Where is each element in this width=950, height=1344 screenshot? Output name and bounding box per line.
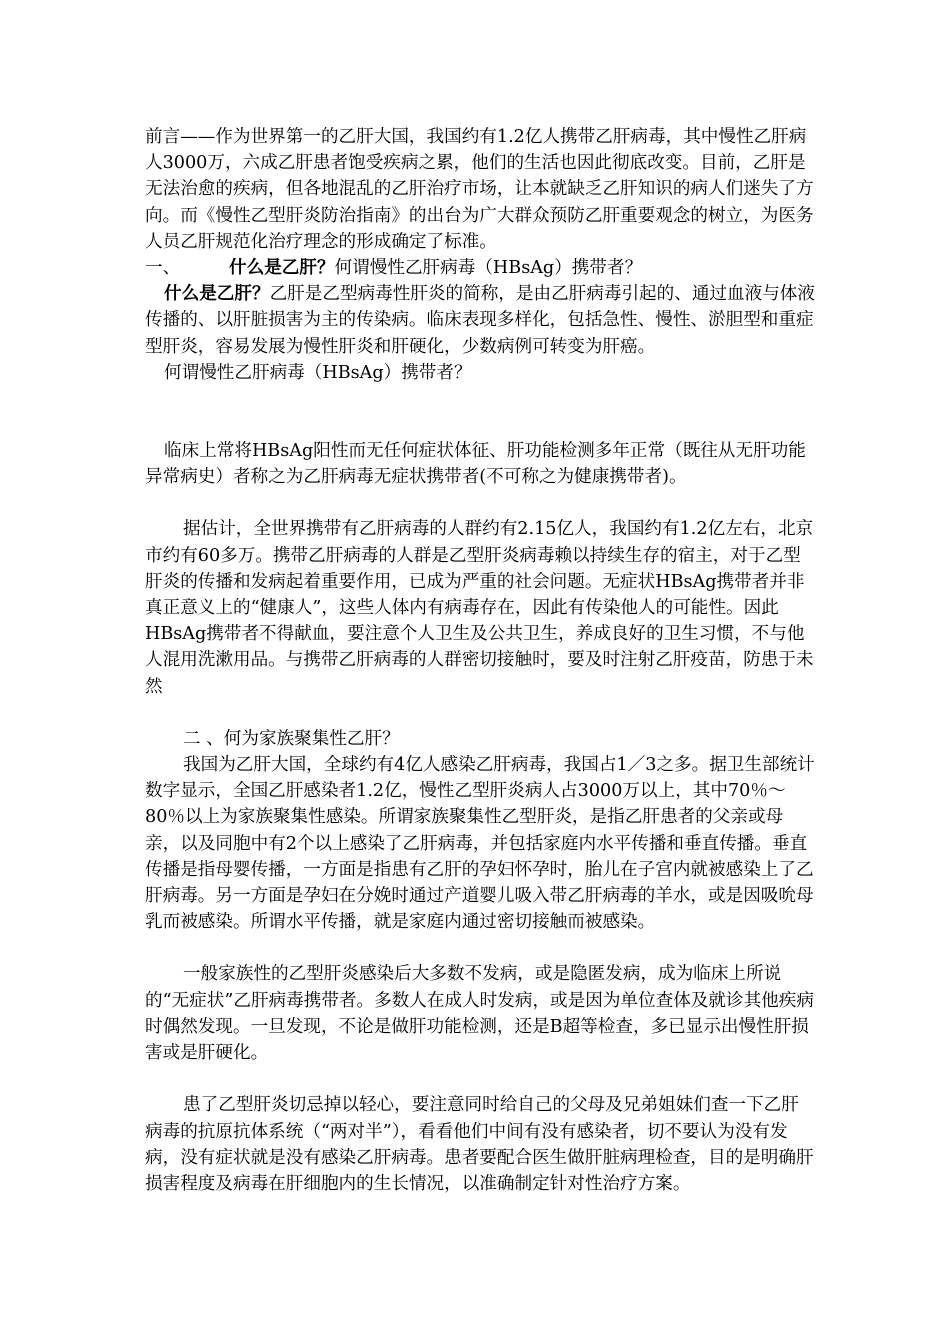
spacer: [145, 935, 815, 961]
estimate-paragraph: 据估计，全世界携带有乙肝病毒的人群约有2.15亿人，我国约有1.2亿左右，北京市约有60多万。携带乙肝病毒的人群是乙型肝炎病毒赖以持续生存的宿主，对于乙型肝炎的传播和发病起着重要作用，已成为严重的社会问题。无症状HBsAg携带者并非真正意义上的“健康人”，这些人体内有病毒存在，因此有传染他人的可能性。因此HBsAg携带者不得献血，要注意个人卫生及公共卫生，养成良好的卫生习惯，不与他人混用洗漱用品。与携带乙肝病毒的人群密切接触时，要及时注射乙肝疫苗，防患于未然: [145, 519, 814, 697]
section1-number: 一、: [145, 258, 181, 279]
document-body: [145, 124, 815, 1197]
carrier-question: 何谓慢性乙肝病毒（HBsAg）携带者？: [164, 362, 472, 383]
section1-title-rest: 何谓慢性乙肝病毒（HBsAg）携带者？: [334, 258, 643, 279]
carrier-definition-paragraph: 临床上常将HBsAg阳性而无任何症状体征、肝功能检测多年正常（既往从无肝功能异常病史）者称之为乙肝病毒无症状携带者(不可称之为健康携带者)。: [145, 441, 806, 488]
spacer: [145, 386, 815, 438]
section2-heading: 二 、何为家族聚集性乙肝？: [183, 728, 400, 749]
definition-text: 乙肝是乙型病毒性肝炎的简称，是由乙肝病毒引起的、通过血液与体液传播的、以肝脏损害为主的传染病。临床表现多样化，包括急性、慢性、淤胆型和重症型肝炎，容易发展为慢性肝炎和肝硬化，少数病例可转变为肝癌。: [145, 284, 815, 357]
section1-title-bold: 什么是乙肝？: [229, 257, 335, 279]
spacer: [145, 700, 815, 726]
section2-paragraph-2: 一般家族性的乙型肝炎感染后大多数不发病，或是隐匿发病，成为临床上所说的“无症状”乙肝病毒携带者。多数人在成人时发病，或是因为单位查体及就诊其他疾病时偶然发现。一旦发现，不论是做肝功能检测，还是B超等检查，多已显示出慢性肝损害或是肝硬化。: [145, 964, 814, 1064]
preface-paragraph: 前言——作为世界第一的乙肝大国，我国约有1.2亿人携带乙肝病毒，其中慢性乙肝病人3000万，六成乙肝患者饱受疾病之累，他们的生活也因此彻底改变。目前，乙肝是无法治愈的疾病，但各地混乱的乙肝治疗市场，让本就缺乏乙肝知识的病人们迷失了方向。而《慢性乙型肝炎防治指南》的出台为广大群众预防乙肝重要观念的树立，为医务人员乙肝规范化治疗理念的形成确定了标准。: [145, 127, 814, 252]
hepatitis-b-definition: [145, 281, 815, 360]
spacer: [145, 490, 815, 516]
section1-heading: [145, 255, 815, 281]
definition-term: 什么是乙肝？: [164, 283, 270, 305]
section2-paragraph-3: 患了乙型肝炎切忌掉以轻心，要注意同时给自己的父母及兄弟姐妹们查一下乙肝病毒的抗原抗体系统（“两对半”），看看他们中间有没有感染者，切不要认为没有发病，没有症状就是没有感染乙肝病毒。患者要配合医生做肝脏病理检查，目的是明确肝损害程度及病毒在肝细胞内的生长情况，以准确制定针对性治疗方案。: [145, 1095, 814, 1194]
spacer: [145, 1066, 815, 1092]
section2-paragraph-1: 我国为乙肝大国，全球约有4亿人感染乙肝病毒，我国占1／3之多。据卫生部统计数字显示，全国乙肝感染者1.2亿，慢性乙型肝炎病人占3000万以上，其中70％～80％以上为家族聚集性感染。所谓家族聚集性乙型肝炎，是指乙肝患者的父亲或母亲，以及同胞中有2个以上感染了乙肝病毒，并包括家庭内水平传播和垂直传播。垂直传播是指母婴传播，一方面是指患有乙肝的孕妇怀孕时，胎儿在子宫内就被感染上了乙肝病毒。另一方面是孕妇在分娩时通过产道婴儿吸入带乙肝病毒的羊水，或是因吸吮母乳而被感染。所谓水平传播，就是家庭内通过密切接触而被感染。: [145, 755, 815, 933]
